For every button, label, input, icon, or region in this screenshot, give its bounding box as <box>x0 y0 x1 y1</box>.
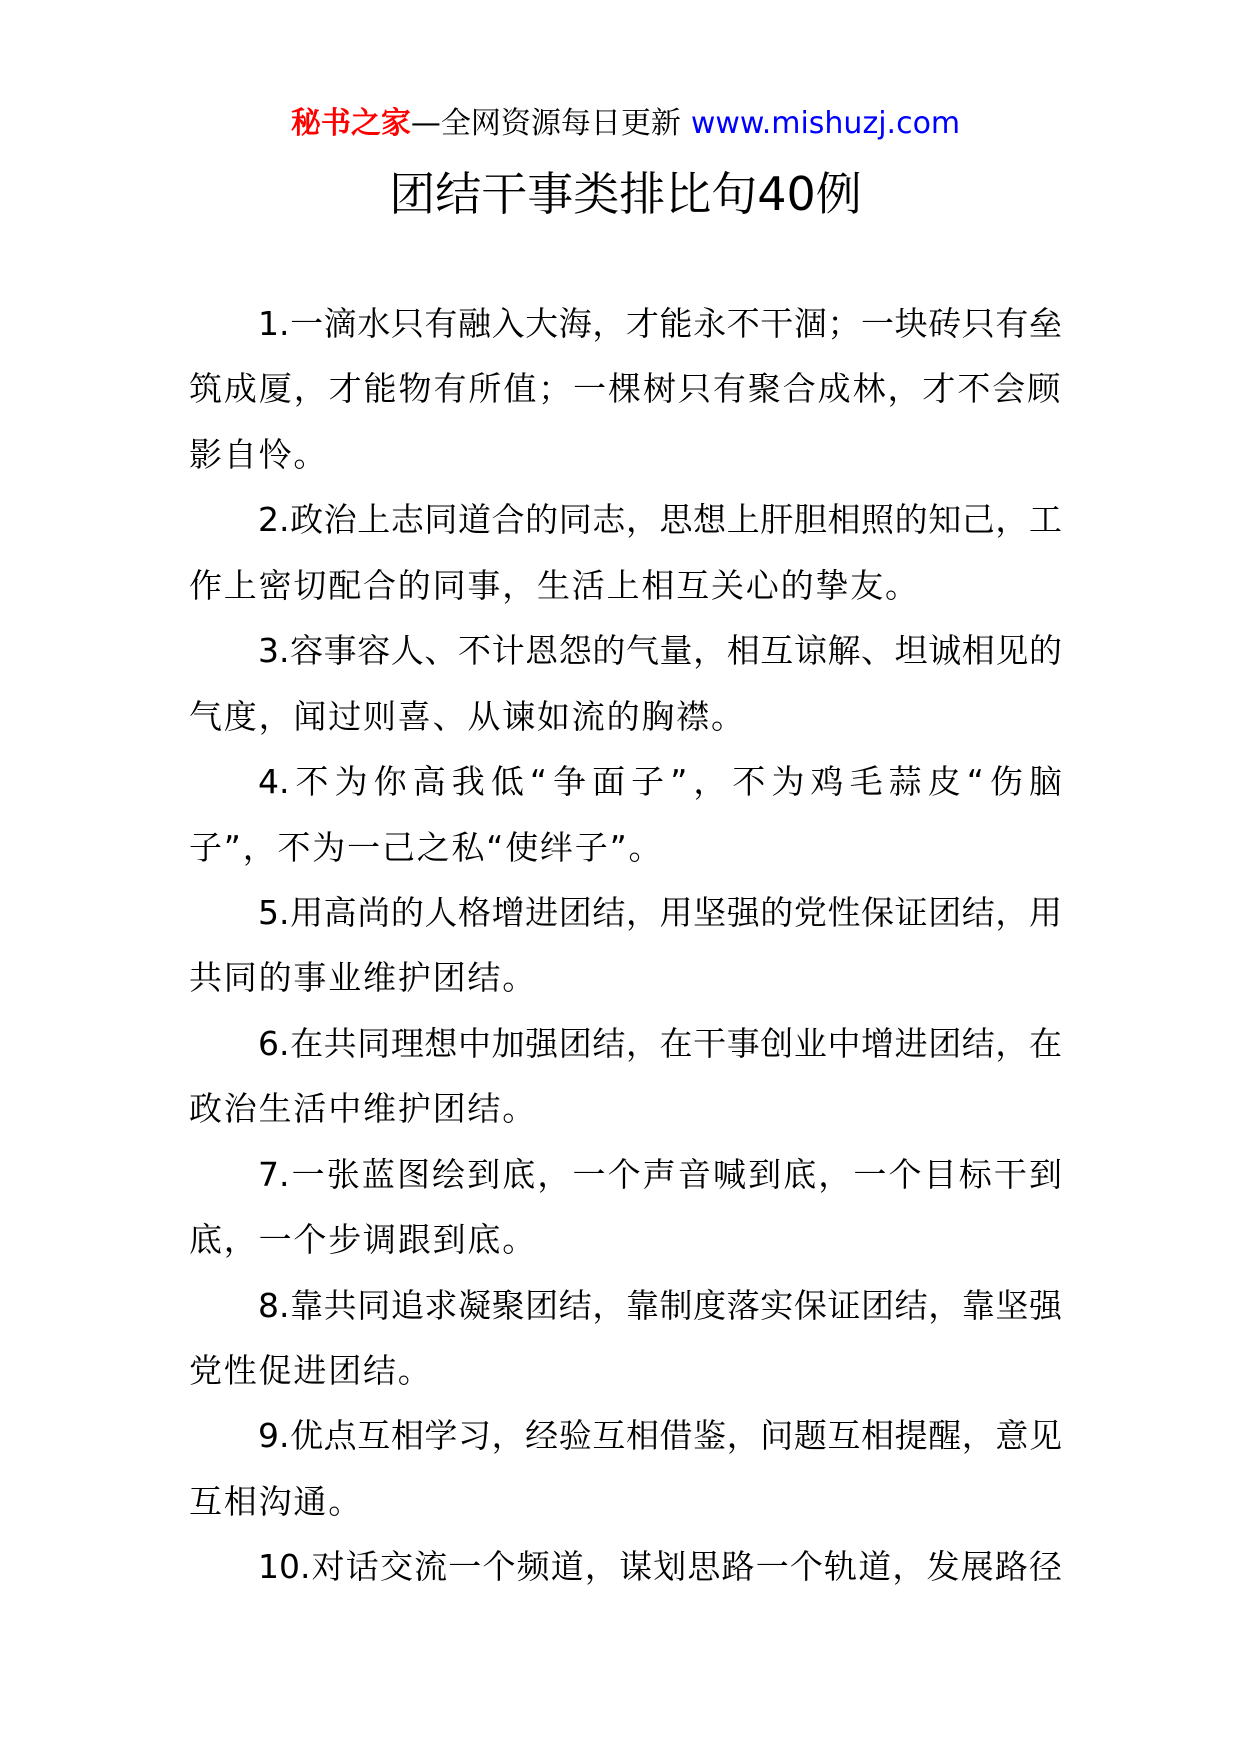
list-item <box>189 1534 1062 1599</box>
site-tagline: —全网资源每日更新 <box>410 106 681 141</box>
site-url[interactable]: www.mishuzj.com <box>690 106 961 141</box>
list-item <box>189 1011 1062 1142</box>
paragraph-line: 气度，闻过则喜、从谏如流的胸襟。 <box>189 696 746 736</box>
paragraph-line: 作上密切配合的同事，生活上相互关心的挚友。 <box>189 565 920 605</box>
list-item <box>189 749 1062 880</box>
paragraph-line: 共同的事业维护团结。 <box>189 958 537 998</box>
paragraph-line: 5.用高尚的人格增进团结，用坚强的党性保证团结，用 <box>258 892 1062 932</box>
paragraph-line: 子”，不为一己之私“使绊子”。 <box>189 827 664 867</box>
paragraph-line: 4.不为你高我低“争面子”，不为鸡毛蒜皮“伤脑 <box>258 762 1062 802</box>
paragraph-line: 9.优点互相学习，经验互相借鉴，问题互相提醒，意见 <box>258 1416 1062 1456</box>
site-brand: 秘书之家 <box>290 106 411 141</box>
paragraph-line: 2.政治上志同道合的同志，思想上肝胆相照的知己，工 <box>258 500 1062 540</box>
paragraph-line: 7.一张蓝图绘到底，一个声音喊到底，一个目标干到 <box>258 1154 1062 1194</box>
paragraph-line: 政治生活中维护团结。 <box>189 1089 537 1129</box>
list-item <box>189 1403 1062 1534</box>
site-header <box>189 102 1062 146</box>
list-item <box>189 880 1062 1011</box>
list-item <box>189 487 1062 618</box>
list-item <box>189 618 1062 749</box>
list-item <box>189 291 1062 487</box>
paragraph-line: 6.在共同理想中加强团结，在干事创业中增进团结，在 <box>258 1023 1062 1063</box>
paragraph-line: 3.容事容人、不计恩怨的气量，相互谅解、坦诚相见的 <box>258 631 1062 671</box>
paragraph-line: 8.靠共同追求凝聚团结，靠制度落实保证团结，靠坚强 <box>258 1285 1062 1325</box>
paragraph-line: 10.对话交流一个频道，谋划思路一个轨道，发展路径 <box>258 1547 1062 1587</box>
list-item <box>189 1273 1062 1404</box>
paragraph-line: 影自怜。 <box>189 434 329 474</box>
paragraph-line: 筑成厦，才能物有所值；一棵树只有聚合成林，才不会顾 <box>189 369 1062 409</box>
list-item <box>189 1142 1062 1273</box>
document-body <box>189 291 1062 1600</box>
document-title: 团结干事类排比句40例 <box>389 167 862 221</box>
paragraph-line: 党性促进团结。 <box>189 1351 433 1390</box>
paragraph-line: 1.一滴水只有融入大海，才能永不干涸；一块砖只有垒 <box>258 304 1062 343</box>
paragraph-line: 底，一个步调跟到底。 <box>189 1220 537 1260</box>
paragraph-line: 互相沟通。 <box>189 1481 363 1521</box>
